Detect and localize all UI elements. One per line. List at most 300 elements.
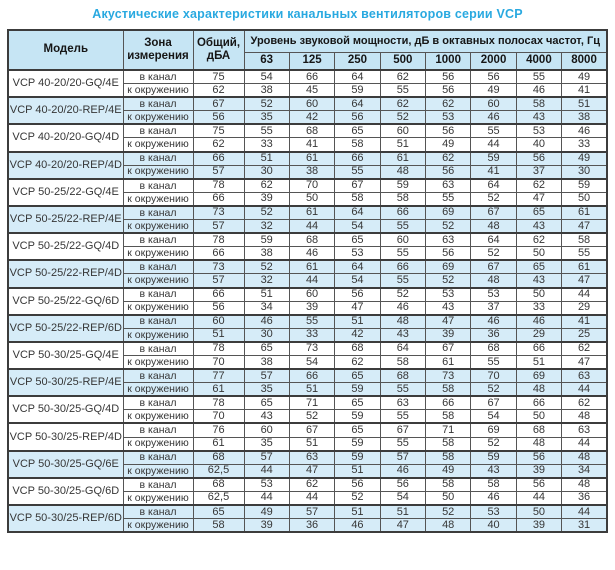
zone-cell: в канал — [123, 233, 193, 247]
total-dba-cell: 62,5 — [193, 491, 244, 505]
total-dba-cell: 75 — [193, 70, 244, 84]
band-cell: 55 — [380, 410, 425, 424]
band-cell: 61 — [289, 260, 334, 274]
total-dba-cell: 78 — [193, 342, 244, 356]
band-cell: 62 — [380, 70, 425, 84]
band-cell: 62 — [244, 179, 289, 193]
band-cell: 62 — [426, 152, 471, 166]
band-cell: 62 — [426, 97, 471, 111]
zone-cell: к окружению — [123, 328, 193, 342]
zone-cell: в канал — [123, 423, 193, 437]
band-cell: 59 — [335, 383, 380, 397]
band-cell: 59 — [471, 451, 516, 465]
freq-header: 63 — [244, 52, 289, 70]
band-cell: 38 — [244, 84, 289, 98]
band-cell: 64 — [335, 206, 380, 220]
band-cell: 61 — [289, 206, 334, 220]
band-cell: 55 — [380, 84, 425, 98]
band-cell: 49 — [471, 84, 516, 98]
band-cell: 68 — [380, 369, 425, 383]
band-cell: 44 — [562, 383, 607, 397]
band-cell: 32 — [244, 274, 289, 288]
zone-cell: в канал — [123, 124, 193, 138]
band-cell: 52 — [244, 206, 289, 220]
band-cell: 47 — [562, 220, 607, 234]
band-cell: 51 — [244, 288, 289, 302]
freq-header: 8000 — [562, 52, 607, 70]
band-cell: 58 — [335, 138, 380, 152]
zone-cell: к окружению — [123, 410, 193, 424]
band-cell: 48 — [471, 274, 516, 288]
zone-cell: в канал — [123, 70, 193, 84]
col-header-zone: Зона измерения — [123, 30, 193, 70]
band-cell: 55 — [471, 124, 516, 138]
band-cell: 64 — [335, 70, 380, 84]
zone-cell: к окружению — [123, 138, 193, 152]
band-cell: 50 — [516, 288, 561, 302]
total-dba-cell: 77 — [193, 369, 244, 383]
band-cell: 52 — [426, 274, 471, 288]
band-cell: 36 — [289, 519, 334, 533]
band-cell: 58 — [426, 478, 471, 492]
band-cell: 59 — [335, 410, 380, 424]
band-cell: 53 — [335, 247, 380, 261]
band-cell: 51 — [289, 383, 334, 397]
band-cell: 70 — [289, 179, 334, 193]
table-row — [8, 206, 607, 220]
band-cell: 41 — [471, 165, 516, 179]
band-cell: 43 — [380, 328, 425, 342]
zone-cell: в канал — [123, 369, 193, 383]
band-cell: 65 — [335, 369, 380, 383]
freq-header: 4000 — [516, 52, 561, 70]
band-cell: 42 — [335, 328, 380, 342]
band-cell: 44 — [516, 491, 561, 505]
band-cell: 48 — [516, 437, 561, 451]
model-cell: VCP 50-25/22-GQ/4E — [8, 179, 123, 206]
band-cell: 47 — [562, 274, 607, 288]
band-cell: 61 — [380, 152, 425, 166]
band-cell: 43 — [516, 220, 561, 234]
band-cell: 54 — [335, 220, 380, 234]
table-row — [8, 315, 607, 329]
band-cell: 44 — [471, 138, 516, 152]
total-dba-cell: 78 — [193, 179, 244, 193]
band-cell: 51 — [289, 437, 334, 451]
total-dba-cell: 62,5 — [193, 464, 244, 478]
band-cell: 44 — [289, 220, 334, 234]
band-cell: 44 — [289, 274, 334, 288]
band-cell: 60 — [289, 97, 334, 111]
freq-header: 1000 — [426, 52, 471, 70]
band-cell: 47 — [335, 301, 380, 315]
band-cell: 44 — [562, 505, 607, 519]
total-dba-cell: 57 — [193, 274, 244, 288]
band-cell: 41 — [562, 84, 607, 98]
band-cell: 54 — [244, 70, 289, 84]
band-cell: 58 — [471, 478, 516, 492]
band-cell: 43 — [426, 301, 471, 315]
band-cell: 73 — [426, 369, 471, 383]
band-cell: 46 — [471, 491, 516, 505]
total-dba-cell: 66 — [193, 192, 244, 206]
band-cell: 33 — [289, 328, 334, 342]
total-dba-cell: 56 — [193, 111, 244, 125]
band-cell: 49 — [244, 505, 289, 519]
band-cell: 67 — [335, 179, 380, 193]
band-cell: 43 — [516, 111, 561, 125]
acoustic-table — [7, 29, 608, 533]
band-cell: 65 — [516, 260, 561, 274]
zone-cell: в канал — [123, 396, 193, 410]
band-cell: 54 — [471, 410, 516, 424]
band-cell: 41 — [289, 138, 334, 152]
table-row — [8, 152, 607, 166]
band-cell: 58 — [380, 192, 425, 206]
table-row — [8, 505, 607, 519]
model-cell: VCP 50-25/22-REP/4D — [8, 260, 123, 287]
band-cell: 61 — [426, 355, 471, 369]
band-cell: 44 — [244, 464, 289, 478]
band-cell: 33 — [516, 301, 561, 315]
band-cell: 39 — [516, 519, 561, 533]
band-cell: 50 — [426, 491, 471, 505]
band-cell: 56 — [516, 451, 561, 465]
band-cell: 69 — [516, 369, 561, 383]
band-cell: 67 — [471, 396, 516, 410]
model-cell: VCP 50-30/25-REP/4E — [8, 369, 123, 396]
band-cell: 58 — [380, 355, 425, 369]
band-cell: 65 — [335, 124, 380, 138]
total-dba-cell: 75 — [193, 124, 244, 138]
band-cell: 35 — [244, 437, 289, 451]
band-cell: 63 — [289, 451, 334, 465]
zone-cell: к окружению — [123, 301, 193, 315]
model-cell: VCP 40-20/20-GQ/4E — [8, 70, 123, 97]
band-cell: 52 — [471, 247, 516, 261]
band-cell: 34 — [562, 464, 607, 478]
band-cell: 62 — [562, 396, 607, 410]
band-cell: 52 — [380, 288, 425, 302]
band-cell: 57 — [244, 451, 289, 465]
freq-header: 2000 — [471, 52, 516, 70]
model-cell: VCP 40-20/20-REP/4E — [8, 97, 123, 124]
band-cell: 65 — [244, 396, 289, 410]
band-cell: 53 — [516, 124, 561, 138]
band-cell: 65 — [244, 342, 289, 356]
band-cell: 55 — [380, 220, 425, 234]
band-cell: 47 — [426, 315, 471, 329]
zone-cell: к окружению — [123, 519, 193, 533]
band-cell: 51 — [335, 315, 380, 329]
band-cell: 62 — [380, 97, 425, 111]
band-cell: 52 — [471, 437, 516, 451]
band-cell: 65 — [335, 396, 380, 410]
band-cell: 38 — [562, 111, 607, 125]
band-cell: 38 — [289, 165, 334, 179]
band-cell: 56 — [426, 84, 471, 98]
band-cell: 36 — [471, 328, 516, 342]
zone-cell: к окружению — [123, 192, 193, 206]
band-cell: 63 — [562, 369, 607, 383]
zone-cell: в канал — [123, 342, 193, 356]
band-cell: 61 — [562, 206, 607, 220]
table-row — [8, 396, 607, 410]
band-cell: 60 — [471, 97, 516, 111]
band-cell: 53 — [426, 111, 471, 125]
model-cell: VCP 40-20/20-GQ/4D — [8, 124, 123, 151]
band-cell: 64 — [335, 97, 380, 111]
band-cell: 50 — [289, 192, 334, 206]
band-cell: 60 — [289, 288, 334, 302]
band-cell: 55 — [380, 383, 425, 397]
band-cell: 30 — [244, 165, 289, 179]
total-dba-cell: 57 — [193, 220, 244, 234]
band-cell: 47 — [289, 464, 334, 478]
page-title: Акустические характеристики канальных вентиляторов серии VCP — [92, 7, 523, 21]
total-dba-cell: 67 — [193, 97, 244, 111]
total-dba-cell: 56 — [193, 301, 244, 315]
band-cell: 58 — [426, 383, 471, 397]
total-dba-cell: 78 — [193, 233, 244, 247]
main-header-row — [8, 30, 607, 52]
band-cell: 62 — [516, 179, 561, 193]
band-cell: 69 — [426, 206, 471, 220]
zone-cell: в канал — [123, 260, 193, 274]
band-cell: 61 — [289, 152, 334, 166]
band-cell: 55 — [335, 165, 380, 179]
total-dba-cell: 65 — [193, 505, 244, 519]
band-cell: 67 — [471, 206, 516, 220]
table-row — [8, 342, 607, 356]
band-cell: 55 — [380, 247, 425, 261]
band-cell: 40 — [471, 519, 516, 533]
band-cell: 52 — [471, 383, 516, 397]
zone-cell: к окружению — [123, 247, 193, 261]
zone-cell: в канал — [123, 478, 193, 492]
band-cell: 65 — [335, 423, 380, 437]
band-cell: 35 — [244, 111, 289, 125]
band-cell: 45 — [289, 84, 334, 98]
model-cell: VCP 50-30/25-REP/6D — [8, 505, 123, 532]
band-cell: 56 — [426, 70, 471, 84]
band-cell: 68 — [471, 342, 516, 356]
model-cell: VCP 50-30/25-GQ/6D — [8, 478, 123, 505]
zone-cell: в канал — [123, 179, 193, 193]
band-cell: 48 — [426, 519, 471, 533]
band-cell: 62 — [335, 355, 380, 369]
band-cell: 51 — [562, 97, 607, 111]
band-cell: 34 — [244, 301, 289, 315]
band-cell: 48 — [562, 451, 607, 465]
band-cell: 39 — [516, 464, 561, 478]
band-cell: 58 — [516, 97, 561, 111]
band-cell: 49 — [426, 464, 471, 478]
model-cell: VCP 50-25/22-REP/4E — [8, 206, 123, 233]
band-cell: 66 — [289, 70, 334, 84]
band-cell: 48 — [380, 315, 425, 329]
band-cell: 51 — [244, 152, 289, 166]
band-cell: 48 — [562, 478, 607, 492]
band-cell: 52 — [335, 491, 380, 505]
band-cell: 54 — [289, 355, 334, 369]
band-cell: 44 — [562, 288, 607, 302]
zone-cell: к окружению — [123, 111, 193, 125]
zone-cell: к окружению — [123, 491, 193, 505]
band-cell: 29 — [562, 301, 607, 315]
band-cell: 64 — [471, 233, 516, 247]
band-cell: 59 — [335, 84, 380, 98]
band-cell: 69 — [471, 423, 516, 437]
band-cell: 58 — [335, 192, 380, 206]
band-cell: 36 — [562, 491, 607, 505]
band-cell: 56 — [426, 165, 471, 179]
zone-cell: в канал — [123, 97, 193, 111]
table-row — [8, 260, 607, 274]
table-row — [8, 233, 607, 247]
band-cell: 56 — [426, 247, 471, 261]
band-cell: 64 — [380, 342, 425, 356]
total-dba-cell: 66 — [193, 247, 244, 261]
band-cell: 52 — [426, 220, 471, 234]
band-cell: 56 — [516, 152, 561, 166]
band-cell: 35 — [244, 383, 289, 397]
band-cell: 33 — [562, 138, 607, 152]
band-cell: 66 — [289, 369, 334, 383]
band-cell: 50 — [516, 505, 561, 519]
band-cell: 38 — [244, 247, 289, 261]
band-cell: 44 — [244, 491, 289, 505]
model-cell: VCP 50-25/22-GQ/4D — [8, 233, 123, 260]
band-cell: 68 — [289, 233, 334, 247]
table-row — [8, 478, 607, 492]
band-cell: 70 — [471, 369, 516, 383]
band-cell: 67 — [471, 260, 516, 274]
band-cell: 48 — [380, 165, 425, 179]
band-cell: 59 — [471, 152, 516, 166]
model-cell: VCP 50-30/25-GQ/4E — [8, 342, 123, 369]
band-cell: 46 — [562, 124, 607, 138]
band-cell: 52 — [244, 97, 289, 111]
band-cell: 63 — [426, 179, 471, 193]
band-cell: 46 — [380, 464, 425, 478]
band-cell: 46 — [516, 84, 561, 98]
band-cell: 59 — [335, 451, 380, 465]
band-cell: 39 — [289, 301, 334, 315]
band-cell: 55 — [562, 247, 607, 261]
band-cell: 37 — [516, 165, 561, 179]
band-cell: 66 — [380, 206, 425, 220]
band-cell: 61 — [562, 260, 607, 274]
band-cell: 60 — [380, 233, 425, 247]
band-cell: 51 — [516, 355, 561, 369]
table-row — [8, 179, 607, 193]
band-cell: 54 — [335, 274, 380, 288]
band-cell: 68 — [335, 342, 380, 356]
model-cell: VCP 50-30/25-REP/4D — [8, 423, 123, 450]
band-cell: 39 — [244, 192, 289, 206]
band-cell: 30 — [562, 165, 607, 179]
total-dba-cell: 68 — [193, 478, 244, 492]
table-row — [8, 97, 607, 111]
band-cell: 58 — [426, 437, 471, 451]
band-cell: 37 — [471, 301, 516, 315]
band-cell: 63 — [380, 396, 425, 410]
col-header-total-dba: Общий, дБА — [193, 30, 244, 70]
total-dba-cell: 66 — [193, 152, 244, 166]
band-cell: 46 — [244, 315, 289, 329]
table-row — [8, 288, 607, 302]
band-cell: 71 — [426, 423, 471, 437]
table-row — [8, 369, 607, 383]
band-cell: 64 — [335, 260, 380, 274]
table-header — [8, 30, 607, 70]
total-dba-cell: 73 — [193, 260, 244, 274]
band-cell: 44 — [289, 491, 334, 505]
band-cell: 59 — [335, 437, 380, 451]
band-cell: 31 — [562, 519, 607, 533]
band-cell: 56 — [335, 111, 380, 125]
band-cell: 40 — [516, 138, 561, 152]
band-cell: 56 — [335, 478, 380, 492]
band-cell: 67 — [426, 342, 471, 356]
total-dba-cell: 68 — [193, 451, 244, 465]
band-cell: 48 — [516, 383, 561, 397]
total-dba-cell: 70 — [193, 410, 244, 424]
band-cell: 46 — [335, 519, 380, 533]
freq-header: 250 — [335, 52, 380, 70]
model-cell: VCP 50-25/22-REP/6D — [8, 315, 123, 342]
model-cell: VCP 50-30/25-GQ/6E — [8, 451, 123, 478]
band-cell: 56 — [335, 288, 380, 302]
band-cell: 55 — [471, 355, 516, 369]
band-cell: 65 — [335, 233, 380, 247]
total-dba-cell: 51 — [193, 328, 244, 342]
table-body — [8, 70, 607, 532]
band-cell: 46 — [380, 301, 425, 315]
band-cell: 25 — [562, 328, 607, 342]
band-cell: 73 — [289, 342, 334, 356]
total-dba-cell: 61 — [193, 383, 244, 397]
band-cell: 67 — [289, 423, 334, 437]
zone-cell: в канал — [123, 315, 193, 329]
band-cell: 29 — [516, 328, 561, 342]
band-cell: 39 — [244, 519, 289, 533]
band-cell: 44 — [562, 437, 607, 451]
zone-cell: к окружению — [123, 437, 193, 451]
band-cell: 56 — [516, 478, 561, 492]
zone-cell: в канал — [123, 206, 193, 220]
total-dba-cell: 73 — [193, 206, 244, 220]
table-row — [8, 451, 607, 465]
band-cell: 49 — [562, 70, 607, 84]
model-cell: VCP 50-30/25-GQ/4D — [8, 396, 123, 423]
band-cell: 49 — [426, 138, 471, 152]
total-dba-cell: 70 — [193, 355, 244, 369]
band-cell: 66 — [426, 396, 471, 410]
band-cell: 50 — [562, 192, 607, 206]
table-row — [8, 70, 607, 84]
freq-header: 125 — [289, 52, 334, 70]
band-cell: 69 — [426, 260, 471, 274]
band-cell: 46 — [516, 315, 561, 329]
band-cell: 62 — [516, 233, 561, 247]
band-cell: 52 — [244, 260, 289, 274]
zone-cell: к окружению — [123, 84, 193, 98]
band-cell: 53 — [244, 478, 289, 492]
zone-cell: к окружению — [123, 355, 193, 369]
total-dba-cell: 62 — [193, 138, 244, 152]
